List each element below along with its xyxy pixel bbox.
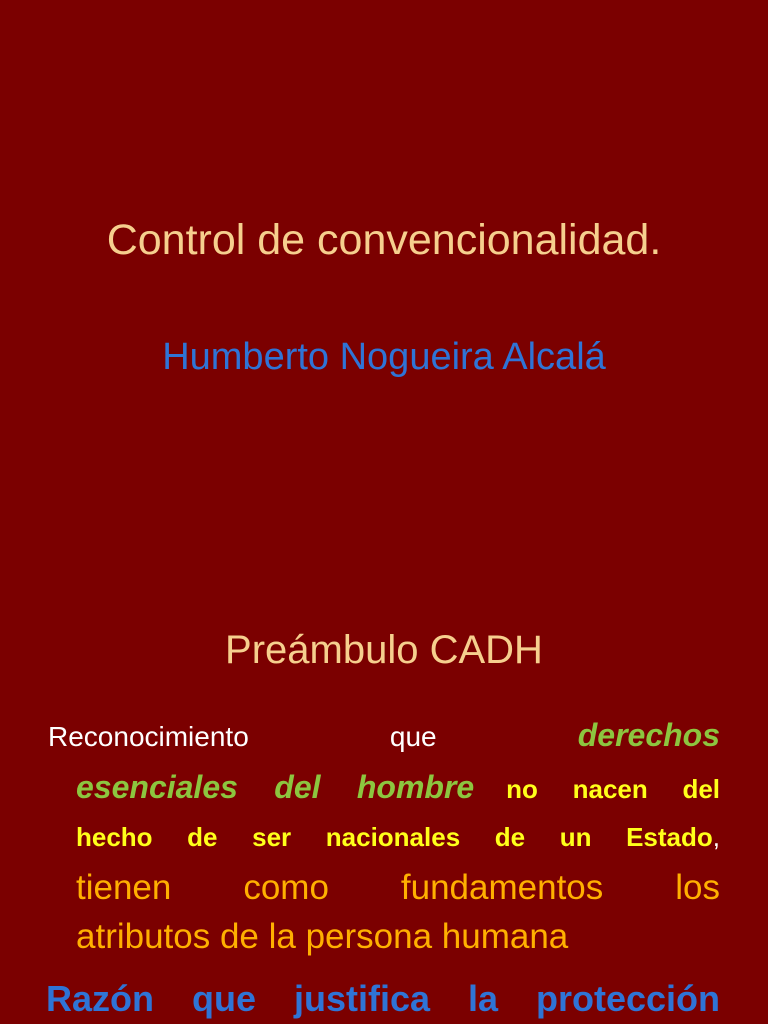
word-reconocimiento: Reconocimiento [48,721,249,752]
word-que: que [389,721,437,752]
text-line-1 [48,717,720,763]
bottom-heading: Razón que justifica la protección [46,978,720,1019]
slide-2 [0,512,768,1024]
text-line-4: tienen como fundamentos los [76,868,720,907]
text-paragraph [48,763,720,961]
slide-title: Control de convencionalidad. [106,216,662,264]
word-derechos: derechos [577,717,720,753]
yellow-phrase-2: hecho de ser nacionales de un Estado [76,822,713,852]
author-name: Humberto Nogueira Alcalá [162,336,606,378]
slide-2-title: Preámbulo CADH [225,628,543,672]
text-line-5: atributos de la persona humana [76,917,569,956]
text-line-2 [76,763,720,811]
yellow-phrase-1: no nacen del [506,774,721,804]
green-phrase: esenciales del hombre [76,769,475,805]
comma: , [712,822,720,852]
preamble-text [48,717,720,961]
text-line-3 [76,811,720,863]
